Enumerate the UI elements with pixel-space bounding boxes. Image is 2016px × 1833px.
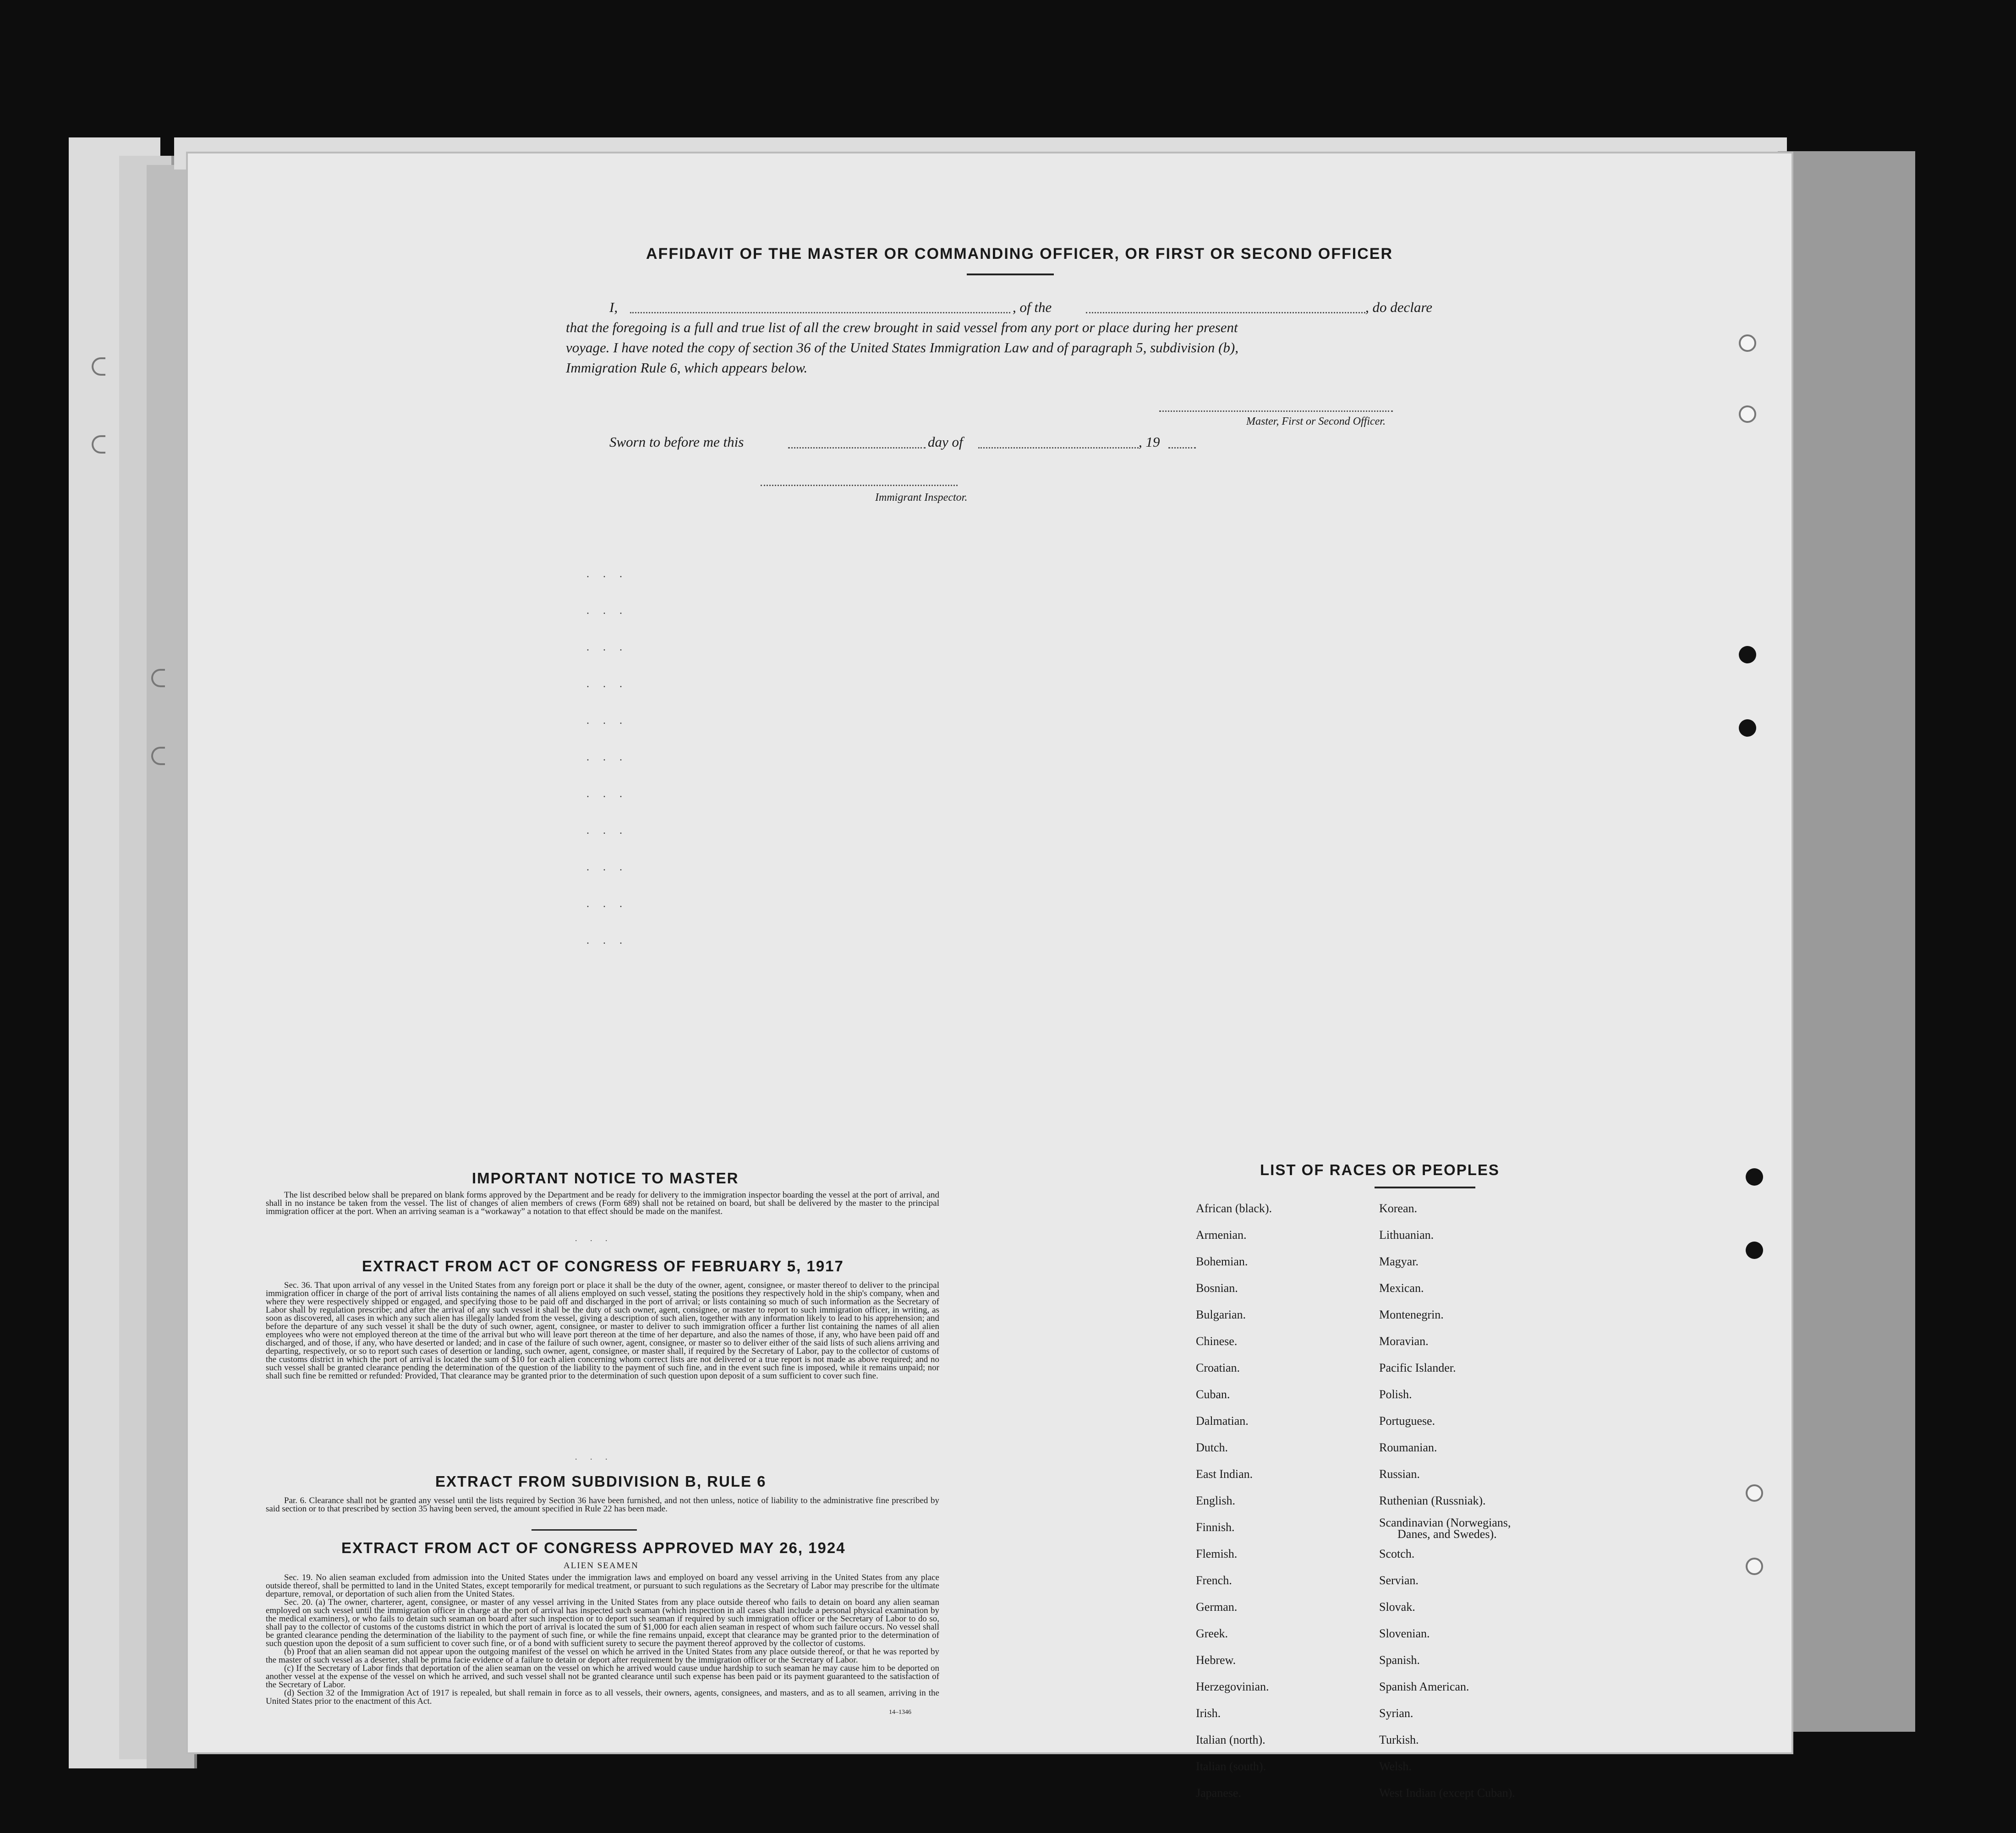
sworn-day-of: day of xyxy=(928,434,963,450)
dot-mark: . . . xyxy=(586,715,628,727)
race-item: Irish. xyxy=(1196,1707,1221,1720)
race-item: Armenian. xyxy=(1196,1228,1247,1242)
dot-mark: . . . xyxy=(575,1452,613,1461)
alien-seamen-subtitle: ALIEN SEAMEN xyxy=(564,1561,639,1570)
punch-hole-icon xyxy=(1746,1168,1763,1186)
race-item: Scandinavian (Norwegians, xyxy=(1379,1516,1511,1529)
extract-rule6-body xyxy=(266,1497,939,1513)
race-item: German. xyxy=(1196,1600,1238,1614)
race-item: Spanish American. xyxy=(1379,1680,1469,1693)
underlying-page-right xyxy=(1778,151,1915,1732)
races-title: LIST OF RACES OR PEOPLES xyxy=(1260,1161,1500,1178)
dot-mark: . . . xyxy=(586,568,628,580)
affidavit-of-the: , of the xyxy=(1013,299,1052,315)
sworn-prefix: Sworn to before me this xyxy=(609,434,744,450)
race-item: Hebrew. xyxy=(1196,1653,1236,1667)
race-item-continuation: Danes, and Swedes). xyxy=(1397,1527,1497,1541)
affidavit-line-2: that the foregoing is a full and true list of all the crew brought in said vessel from any port or place during her present xyxy=(566,319,1238,335)
race-item: Greek. xyxy=(1196,1627,1228,1640)
race-item: Italian (north). xyxy=(1196,1733,1265,1746)
affidavit-i: I, xyxy=(609,299,618,315)
race-item: Servian. xyxy=(1379,1574,1419,1587)
race-item: Scotch. xyxy=(1379,1547,1415,1560)
form-number: 14–1346 xyxy=(889,1709,911,1716)
race-item: Lithuanian. xyxy=(1379,1228,1434,1242)
punch-hole-icon xyxy=(1739,405,1756,423)
affidavit-declare: , do declare xyxy=(1365,299,1433,315)
races-title-underline xyxy=(1375,1187,1475,1188)
document-page xyxy=(188,153,1791,1800)
race-item: Flemish. xyxy=(1196,1547,1238,1560)
sec20a-text: Sec. 20. (a) The owner, charterer, agent, consignee, or master of any vessel arriving in the United States from any place outside thereof who fails to detain on board any alien seaman employed on such vessel until the immigration officer in charge at the port of arrival has inspected such seaman (which inspection in all cases shall include a personal physical examination by the medical examiners), or who fails to detain such seaman on board after such inspection or to deport such seaman if required by such immigration officer or the Secretary of Labor to do so, shall pay to the collector of customs of the customs district in which the port of arrival is located the sum of $1,000 for each alien seaman in respect of whom such failure occurs. No vessel shall be granted clearance pending the determination of the liability to the payment of such fine, or while the fine remains unpaid, except that clearance may be granted prior to the determination of such question upon the deposit of a sum sufficient to cover such fine, or of a bond with sufficient surety to secure the payment thereof approved by the collector of customs. xyxy=(266,1598,939,1648)
race-item: Magyar. xyxy=(1379,1255,1419,1268)
race-item: Polish. xyxy=(1379,1388,1412,1401)
inspector-signature-line xyxy=(761,484,958,486)
race-item: Finnish. xyxy=(1196,1521,1235,1534)
extract-1917-text: Sec. 36. That upon arrival of any vessel in the United States from any foreign port or place it shall be the duty of the owner, agent, consignee, or master thereof to deliver to the principal immigration officer in charge of the port of arrival lists containing the names of all aliens employed on such vessel, stating the positions they respectively hold in the ship's company, when and where they were respectively shipped or engaged, and specifying those to be paid off and discharged in the port of arrival; or lists containing so much of such information as the Secretary of Labor shall by regulation prescribe; and after the arrival of any such vessel it shall be the duty of such owner, agent, consignee, or master to report to such immigration officer, in writing, as soon as discovered, all cases in which any such alien has illegally landed from the vessel, giving a description of such alien, together with any information likely to lead to his apprehension; and before the departure of any such vessel it shall be the duty of such owner, agent, consignee, or master to deliver to such immigration officer a further list containing the names of all alien employees who were not employed thereon at the time of the arrival but who will leave port thereon at the time of her departure, and also the names of those, if any, who have been paid off and discharged, and of those, if any, who have deserted or landed; and in case of the failure of such owner, agent, consignee, or master so to deliver either of the said lists of such aliens arriving and departing, respectively, or so to report such cases of desertion or landing, such owner, agent, consignee, or master shall, if required by the Secretary of Labor, pay to the collector of customs of the customs district in which the port of arrival is located the sum of $10 for each alien concerning whom correct lists are not delivered or a true report is not made as above required; and no such vessel shall be granted clearance pending the determination of the question of the liability to the payment of such fine, and in the event such fine is imposed, while it remains unpaid; nor shall such fine be remitted or refunded: Provided, That clearance may be granted prior to the determination of such question upon deposit of a sum sufficient to cover such fine. xyxy=(266,1280,939,1381)
dot-mark: . . . xyxy=(586,825,628,837)
affidavit-line-3: voyage. I have noted the copy of section 36 of the United States Immigration Law and of paragraph 5, subdivision (b), xyxy=(566,339,1238,356)
race-item: Bulgarian. xyxy=(1196,1308,1246,1321)
race-item: African (black). xyxy=(1196,1202,1272,1215)
title-underline xyxy=(967,274,1054,275)
punch-hole-icon xyxy=(1739,646,1756,663)
sworn-month-blank xyxy=(978,447,1139,449)
race-item: Portuguese. xyxy=(1379,1414,1435,1428)
sworn-day-blank xyxy=(788,447,926,449)
race-item: Korean. xyxy=(1379,1202,1418,1215)
extract-rule6-title: EXTRACT FROM SUBDIVISION B, RULE 6 xyxy=(435,1473,767,1490)
sworn-year-blank xyxy=(1168,447,1196,449)
dot-mark: . . . xyxy=(586,898,628,910)
race-item: Dalmatian. xyxy=(1196,1414,1249,1428)
race-item: French. xyxy=(1196,1574,1232,1587)
sec19-text: Sec. 19. No alien seaman excluded from admission into the United States under the immigration laws and employed on board any vessel arriving in the United States from any place outside thereof, shall be permitted to land in the United States, except temporarily for medical treatment, or pursuant to such regulations as the Secretary of Labor may prescribe for the ultimate departure, removal, or deportation of such alien from the United States. xyxy=(266,1573,939,1599)
dot-mark: . . . xyxy=(586,861,628,873)
extract-1917-body xyxy=(266,1281,939,1380)
section-divider xyxy=(531,1529,637,1531)
affidavit-title: AFFIDAVIT OF THE MASTER OR COMMANDING OFFICER, OR FIRST OR SECOND OFFICER xyxy=(646,245,1393,263)
dot-mark: . . . xyxy=(586,641,628,653)
race-item: East Indian. xyxy=(1196,1467,1253,1481)
race-item: West Indian (except Cuban). xyxy=(1379,1786,1515,1800)
race-item: Bohemian. xyxy=(1196,1255,1248,1268)
race-item: Cuban. xyxy=(1196,1388,1230,1401)
notice-title: IMPORTANT NOTICE TO MASTER xyxy=(472,1170,739,1187)
race-item: Turkish. xyxy=(1379,1733,1419,1746)
sec20c-text: (c) If the Secretary of Labor finds that deportation of the alien seaman on the vessel on which he arrived would cause undue hardship to such seaman he may cause him to be deported on another vessel at the expense of the vessel on which he arrived, and such vessel shall not be granted clearance until such expense has been paid or its payment guaranteed to the satisfaction of the Secretary of Labor. xyxy=(266,1663,939,1690)
dot-mark: . . . xyxy=(586,605,628,617)
dot-mark: . . . xyxy=(586,935,628,947)
punch-hole-icon xyxy=(1739,334,1756,352)
dot-mark: . . . xyxy=(575,1234,613,1243)
race-item: Bosnian. xyxy=(1196,1281,1238,1295)
sworn-year: , 19 xyxy=(1139,434,1160,450)
race-item: Slovak. xyxy=(1379,1600,1415,1614)
extract-1924-body xyxy=(266,1574,939,1706)
race-item: Italian (south). xyxy=(1196,1760,1266,1773)
notice-text: The list described below shall be prepared on blank forms approved by the Department and be ready for delivery to the immigration inspector boarding the vessel at the port of arrival, and shall in no instance be taken from the vessel. The list of changes of alien members of crews (Form 689) shall not be retained on board, but shall be delivered by the master to the principal immigration officer at the port. When an arriving seaman is a “workaway” a notation to that effect should be made on the manifest. xyxy=(266,1190,939,1216)
master-signature-line xyxy=(1159,410,1393,412)
affidavit-line-4: Immigration Rule 6, which appears below. xyxy=(566,360,808,376)
name-blank xyxy=(630,312,1010,313)
dot-mark: . . . xyxy=(586,678,628,690)
notice-body xyxy=(266,1191,939,1216)
race-item: Roumanian. xyxy=(1379,1441,1437,1454)
punch-hole-icon xyxy=(1746,1558,1763,1575)
race-item: Slovenian. xyxy=(1379,1627,1430,1640)
race-item: Herzegovinian. xyxy=(1196,1680,1269,1693)
race-item: Dutch. xyxy=(1196,1441,1228,1454)
punch-hole-icon xyxy=(1746,1242,1763,1259)
race-item: Moravian. xyxy=(1379,1335,1429,1348)
race-item: Pacific Islander. xyxy=(1379,1361,1456,1374)
race-item: Chinese. xyxy=(1196,1335,1238,1348)
race-item: Spanish. xyxy=(1379,1653,1420,1667)
race-item: Russian. xyxy=(1379,1467,1420,1481)
race-item: Japanese. xyxy=(1196,1786,1241,1800)
punch-hole-icon xyxy=(1746,1484,1763,1502)
race-item: Croatian. xyxy=(1196,1361,1240,1374)
vessel-blank xyxy=(1086,312,1365,313)
extract-1924-title: EXTRACT FROM ACT OF CONGRESS APPROVED MAY 26, 1924 xyxy=(341,1539,846,1556)
race-item: Ruthenian (Russniak). xyxy=(1379,1494,1486,1507)
extract-1917-title: EXTRACT FROM ACT OF CONGRESS OF FEBRUARY 5, 1917 xyxy=(362,1258,844,1275)
sec20b-text: (b) Proof that an alien seaman did not appear upon the outgoing manifest of the vessel on which he arrived in the United States from any place outside thereof, or that he was reported by the master of such vessel as a deserter, shall be prima facie evidence of a failure to detain or deport after requirement by the immigration officer or the Secretary of Labor. xyxy=(266,1647,939,1665)
dot-mark: . . . xyxy=(586,788,628,800)
race-item: Mexican. xyxy=(1379,1281,1424,1295)
race-item: Welsh. xyxy=(1379,1760,1412,1773)
extract-rule6-text: Par. 6. Clearance shall not be granted any vessel until the lists required by Section 36 have been furnished, and not then unless, notice of liability to the administrative fine prescribed by said section or to that prescribed by section 35 having been served, the amount specified in Rule 22 has been made. xyxy=(266,1496,939,1514)
race-item: Montenegrin. xyxy=(1379,1308,1444,1321)
dot-mark: . . . xyxy=(586,751,628,763)
race-item: English. xyxy=(1196,1494,1235,1507)
race-item: Syrian. xyxy=(1379,1707,1413,1720)
punch-hole-icon xyxy=(1739,719,1756,737)
inspector-label: Immigrant Inspector. xyxy=(875,492,968,503)
master-signature-label: Master, First or Second Officer. xyxy=(1246,416,1386,427)
sec20d-text: (d) Section 32 of the Immigration Act of 1917 is repealed, but shall remain in force as to all vessels, their owners, agents, consignees, and masters, and as to all seamen, arriving in the United States prior to the enactment of this Act. xyxy=(266,1688,939,1706)
